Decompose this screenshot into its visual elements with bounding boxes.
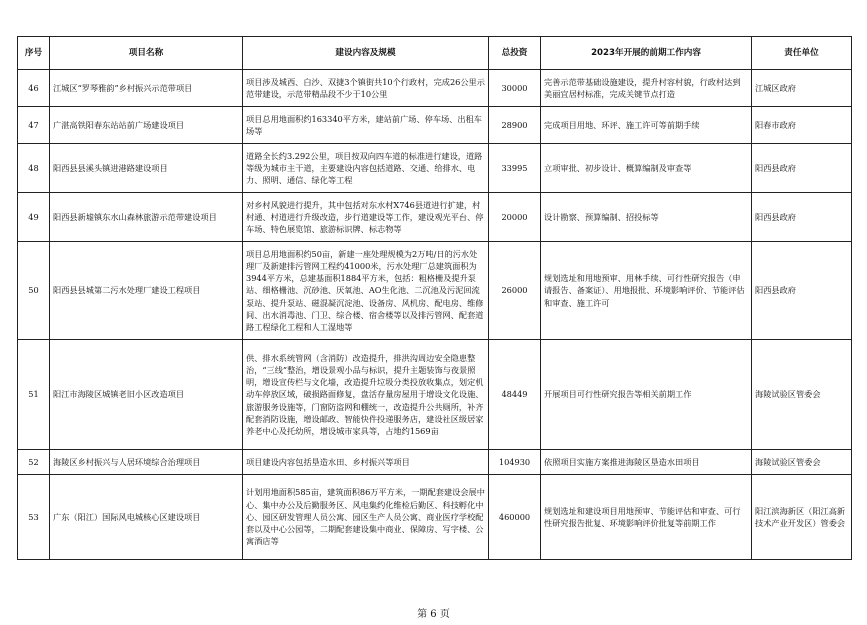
table-row xyxy=(18,450,852,475)
row-unit: 阳江滨海新区（阳江高新技术产业开发区）管委会 xyxy=(752,475,852,560)
project-table xyxy=(17,36,852,560)
row-content: 道路全长约3.292公里，项目按双向四车道的标准进行建设，道路等级为城市主干道，主要建设内容包括道路、交通、给排水、电力、照明、通信、绿化等工程 xyxy=(243,144,489,193)
table-row xyxy=(18,475,852,560)
row-invest: 460000 xyxy=(489,475,541,560)
row-content: 项目总用地面积约50亩，新建一座处理规模为2万吨/日的污水处理厂及新建排污管网工程约41000米，污水处理厂总建筑面积为3944平方米，总建基面积1884平方米，包括：粗格栅及提升泵站、细格栅池、沉砂池、厌氧池、AO生化池、二沉池及污泥回流泵站、提升泵站、磁混凝沉淀池、设备房、风机房、配电房、维修间、出水消毒池、门卫、综合楼、宿舍楼等以及排污管网、配套道路工程绿化工程和人工湿地等 xyxy=(243,242,489,340)
table-row xyxy=(18,242,852,340)
row-unit: 阳西县政府 xyxy=(752,193,852,242)
header-unit: 责任单位 xyxy=(752,37,852,70)
row-work: 设计勘察、预算编制、招投标等 xyxy=(541,193,752,242)
table-row xyxy=(18,193,852,242)
table-row xyxy=(18,340,852,450)
row-invest: 30000 xyxy=(489,70,541,107)
row-content: 项目总用地面积约163340平方米，建站前广场、停车场、出租车场等 xyxy=(243,107,489,144)
row-unit: 阳春市政府 xyxy=(752,107,852,144)
table-row xyxy=(18,144,852,193)
row-no: 53 xyxy=(18,475,50,560)
row-invest: 28900 xyxy=(489,107,541,144)
row-work: 完成项目用地、环评、施工许可等前期手续 xyxy=(541,107,752,144)
row-name: 海陵区乡村振兴与人居环境综合治理项目 xyxy=(50,450,243,475)
row-unit: 阳西县政府 xyxy=(752,242,852,340)
row-invest: 20000 xyxy=(489,193,541,242)
row-invest: 33995 xyxy=(489,144,541,193)
row-content: 项目涉及城西、白沙、双捷3个镇街共10个行政村，完成26公里示范带建设，示范带精品段不少于10公里 xyxy=(243,70,489,107)
header-no: 序号 xyxy=(18,37,50,70)
page-number: 第 6 页 xyxy=(417,609,450,620)
row-no: 51 xyxy=(18,340,50,450)
table-row xyxy=(18,70,852,107)
row-work: 完善示范带基础设施建设，提升村容村貌，行政村达到美丽宜居村标准，完成关键节点打造 xyxy=(541,70,752,107)
row-no: 46 xyxy=(18,70,50,107)
row-unit: 江城区政府 xyxy=(752,70,852,107)
row-content: 项目建设内容包括垦造水田、乡村振兴等项目 xyxy=(243,450,489,475)
row-no: 52 xyxy=(18,450,50,475)
header-name: 项目名称 xyxy=(50,37,243,70)
row-no: 49 xyxy=(18,193,50,242)
row-invest: 26000 xyxy=(489,242,541,340)
row-unit: 海陵试验区管委会 xyxy=(752,450,852,475)
header-work: 2023年开展的前期工作内容 xyxy=(541,37,752,70)
row-no: 48 xyxy=(18,144,50,193)
table-header-row xyxy=(18,37,852,70)
row-name: 广东（阳江）国际风电城核心区建设项目 xyxy=(50,475,243,560)
row-work: 规划选址和用地预审、用林手续、可行性研究报告（申请报告、备案证）、用地报批、环境影响评价、节能评估和审查、施工许可 xyxy=(541,242,752,340)
row-name: 江城区“罗琴雅韵”乡村振兴示范带项目 xyxy=(50,70,243,107)
table-row xyxy=(18,107,852,144)
row-no: 50 xyxy=(18,242,50,340)
row-invest: 104930 xyxy=(489,450,541,475)
row-no: 47 xyxy=(18,107,50,144)
row-name: 阳西县县溪头镇进港路建设项目 xyxy=(50,144,243,193)
row-work: 依照项目实施方案推进海陵区垦造水田项目 xyxy=(541,450,752,475)
row-work: 开展项目可行性研究报告等相关前期工作 xyxy=(541,340,752,450)
row-name: 广湛高铁阳春东站站前广场建设项目 xyxy=(50,107,243,144)
row-name: 阳江市海陵区城镇老旧小区改造项目 xyxy=(50,340,243,450)
row-work: 规划选址和建设项目用地预审、节能评估和审查、可行性研究报告批复、环境影响评价批复等前期工作 xyxy=(541,475,752,560)
row-unit: 阳西县政府 xyxy=(752,144,852,193)
row-name: 阳西县县城第二污水处理厂建设工程项目 xyxy=(50,242,243,340)
row-unit: 海陵试验区管委会 xyxy=(752,340,852,450)
row-work: 立项审批、初步设计、概算编制及审查等 xyxy=(541,144,752,193)
row-content: 对乡村风貌进行提升，其中包括对东水村X746县道进行扩建，村村通、村道进行升级改造，步行道建设等工作，建设观光平台、停车场、特色展览馆、旅游标识牌、标志物等 xyxy=(243,193,489,242)
row-invest: 48449 xyxy=(489,340,541,450)
row-content: 计划用地面积585亩，建筑面积86万平方米，一期配套建设会展中心、集中办公及后勤服务区、风电集约化维检后勤区、科技孵化中心、园区研发管理人员公寓、园区生产人员公寓、商业医疗学校配套以及中心公园等，二期配套建设集中商业、保障房、写字楼、公寓酒店等 xyxy=(243,475,489,560)
header-content: 建设内容及规模 xyxy=(243,37,489,70)
row-content: 供、排水系统管网（含消防）改造提升，排洪沟周边安全隐患整治，“三线”整治，增设景观小品与标识，提升主题装饰与夜景照明，增设宣传栏与文化墙，改造提升垃圾分类投放收集点，划定机动车停放区域，破损路面修复，盘活存量房屋用于增设文化设施、旅游服务设施等，门窗防盗网和棚统一，改造提升公共厕所，补齐配套消防设施，增设邮政、智能快件投递服务店，建设社区级居家养老中心及托幼所，增设城市家具等，占地约1569亩 xyxy=(243,340,489,450)
header-invest: 总投资 xyxy=(489,37,541,70)
row-name: 阳西县新墟镇东水山森林旅游示范带建设项目 xyxy=(50,193,243,242)
